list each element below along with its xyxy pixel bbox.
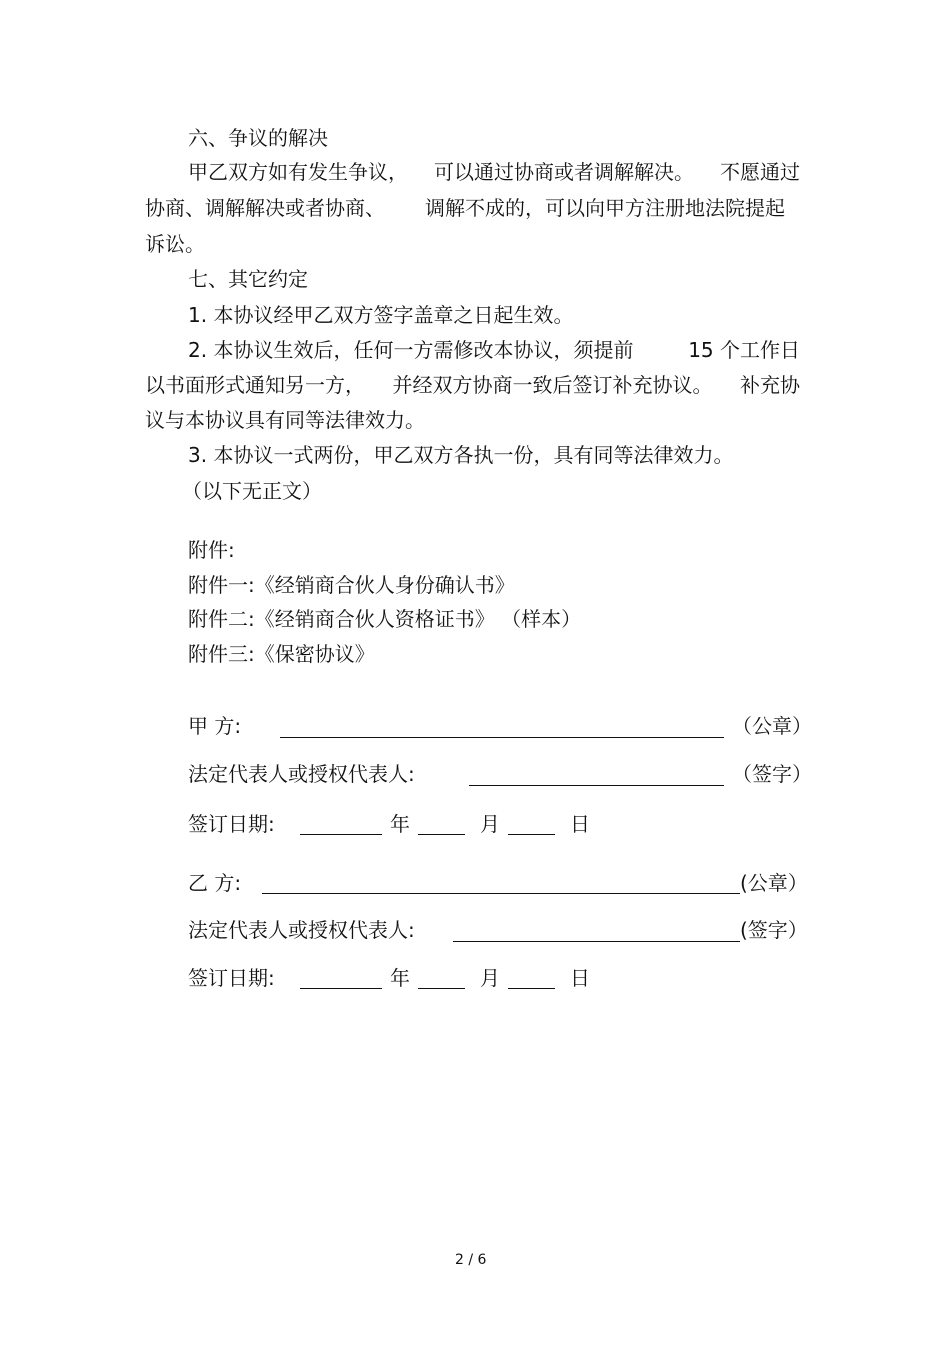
text-fragment: 并经双方协商一致后签订补充协议。 — [392, 373, 713, 397]
party-a-signature-line[interactable] — [469, 785, 724, 786]
month-label: 月 — [480, 812, 500, 836]
section-6-paragraph-line-2 — [145, 196, 785, 220]
party-b-year-line[interactable] — [300, 988, 382, 989]
party-b-month-line[interactable] — [418, 988, 465, 989]
year-label: 年 — [390, 812, 410, 836]
text-fragment: 补充协 — [740, 373, 800, 397]
text-fragment: 以书面形式通知另一方， — [145, 373, 365, 397]
section-7-item-2-line-2 — [145, 373, 800, 397]
party-b-name-line[interactable] — [262, 893, 740, 894]
attachment-2: 附件二:《经销商合伙人资格证书》 （样本） — [188, 607, 582, 631]
party-b-signature-line[interactable] — [453, 941, 740, 942]
party-a-name-line[interactable] — [280, 737, 724, 738]
text-fragment: 可以通过协商或者调解解决。 — [434, 160, 694, 184]
party-b-sign-note: (签字） — [740, 918, 808, 942]
party-a-label: 甲 方: — [188, 714, 242, 738]
party-b-seal-note: (公章） — [740, 871, 808, 895]
section-7-item-2-line-3: 议与本协议具有同等法律效力。 — [145, 408, 425, 432]
text-fragment: 15 个工作日 — [688, 338, 800, 362]
end-of-text-note: （以下无正文） — [182, 479, 322, 503]
party-a-seal-note: （公章） — [732, 714, 812, 738]
party-b-label: 乙 方: — [188, 871, 242, 895]
day-label: 日 — [570, 812, 590, 836]
party-b-date-label: 签订日期: — [188, 966, 275, 990]
section-7-item-2-line-1 — [188, 338, 800, 362]
party-a-sign-note: （签字） — [732, 762, 812, 786]
party-a-day-line[interactable] — [508, 834, 555, 835]
party-b-day-line[interactable] — [508, 988, 555, 989]
party-a-year-line[interactable] — [300, 834, 382, 835]
text-fragment: 甲乙双方如有发生争议， — [188, 160, 408, 184]
section-7-heading: 七、其它约定 — [188, 267, 308, 291]
section-6-paragraph-line-3: 诉讼。 — [145, 232, 205, 256]
text-fragment: 2. 本协议生效后，任何一方需修改本协议，须提前 — [188, 338, 634, 362]
day-label: 日 — [570, 966, 590, 990]
text-fragment: 协商、调解解决或者协商、 — [145, 196, 385, 220]
section-7-item-1: 1. 本协议经甲乙双方签字盖章之日起生效。 — [188, 303, 574, 327]
attachments-heading: 附件: — [188, 538, 235, 562]
party-a-month-line[interactable] — [418, 834, 465, 835]
text-fragment: 不愿通过 — [720, 160, 800, 184]
section-7-item-3: 3. 本协议一式两份，甲乙双方各执一份，具有同等法律效力。 — [188, 443, 734, 467]
page-number: 2 / 6 — [455, 1252, 487, 1268]
text-fragment: 调解不成的，可以向甲方注册地法院提起 — [425, 196, 785, 220]
section-6-paragraph-line-1 — [188, 160, 800, 184]
party-a-representative-label: 法定代表人或授权代表人: — [188, 762, 415, 786]
section-6-heading: 六、争议的解决 — [188, 126, 328, 150]
attachment-1: 附件一:《经销商合伙人身份确认书》 — [188, 573, 515, 597]
attachment-3: 附件三:《保密协议》 — [188, 642, 375, 666]
month-label: 月 — [480, 966, 500, 990]
party-b-representative-label: 法定代表人或授权代表人: — [188, 918, 415, 942]
party-a-date-label: 签订日期: — [188, 812, 275, 836]
year-label: 年 — [390, 966, 410, 990]
